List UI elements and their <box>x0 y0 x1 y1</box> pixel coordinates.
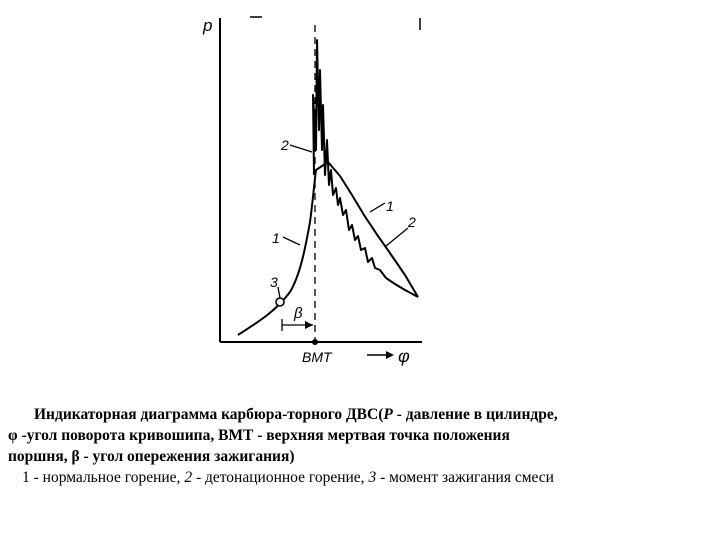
legend-text: - детонационное горение, <box>192 469 369 486</box>
leader-line <box>386 228 408 246</box>
caption-text: Индикаторная диаграмма карбюра-торного ДВС( <box>34 406 384 423</box>
caption-line-1 <box>8 404 716 425</box>
caption-phi-symbol: φ <box>8 427 18 444</box>
caption-text: - угол опережения зажигания) <box>79 448 295 465</box>
x-axis-label: φ <box>398 346 410 366</box>
tdc-label: ВМТ <box>302 349 332 365</box>
leader-line <box>290 145 312 152</box>
tdc-point <box>312 339 318 345</box>
y-axis-label: p <box>203 16 213 35</box>
caption-line-2 <box>8 425 716 446</box>
caption-line-3 <box>8 446 716 467</box>
ignition-point <box>276 298 284 306</box>
label-curve-2b: 2 <box>408 214 416 230</box>
leader-line <box>278 287 280 298</box>
compression-curve <box>238 170 316 335</box>
curve-detonation-combustion <box>313 40 418 297</box>
label-curve-2a: 2 <box>281 137 289 153</box>
phi-arrowhead <box>386 351 394 359</box>
caption-p-symbol: P <box>383 406 393 423</box>
leader-line <box>283 237 300 245</box>
beta-arrowhead <box>305 321 313 329</box>
legend-text: - момент зажигания смеси <box>376 469 554 486</box>
legend-number: 1 <box>22 469 30 486</box>
figure-caption <box>8 404 716 488</box>
label-curve-1a: 1 <box>272 230 280 246</box>
label-curve-1b: 1 <box>386 198 394 214</box>
caption-text: поршня, <box>8 448 72 465</box>
legend-text: - нормальное горение, <box>29 469 185 486</box>
leader-line <box>370 203 385 212</box>
legend-number: 2 <box>184 469 193 486</box>
beta-label: β <box>294 305 303 322</box>
label-point-3: 3 <box>270 274 278 290</box>
legend-number: 3 <box>368 469 377 486</box>
caption-beta-symbol: β <box>71 448 80 465</box>
caption-text: - давление в цилиндре, <box>392 406 558 423</box>
caption-text: -угол поворота кривошипа, ВМТ - верхняя мертвая точка положения <box>17 427 510 444</box>
caption-legend <box>8 467 716 488</box>
